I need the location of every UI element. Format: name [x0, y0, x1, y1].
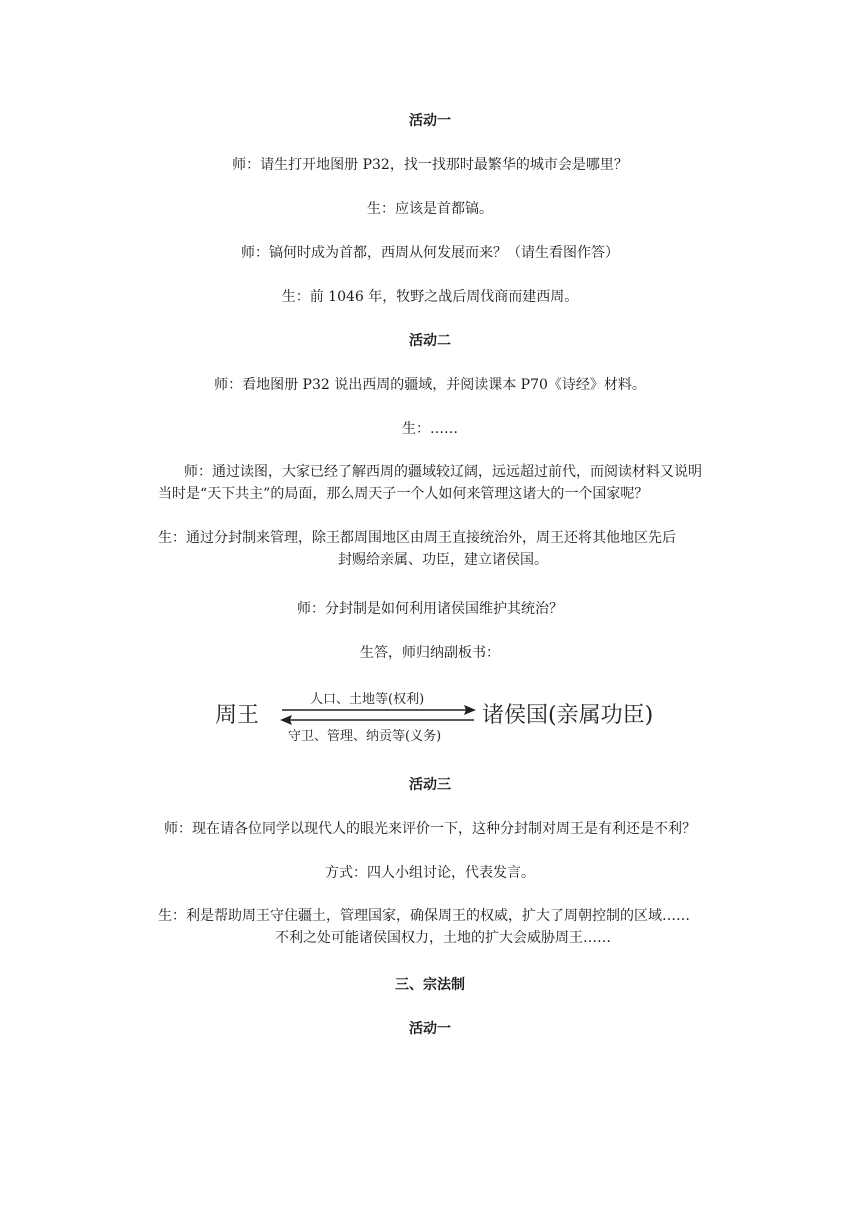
heading-activity-3: 活动三 — [409, 777, 451, 793]
text-line: 生答，师归纳副板书： — [360, 645, 500, 661]
text-line: 生：应该是首都镐。 — [367, 201, 493, 217]
diagram-left-label: 周王 — [215, 703, 260, 728]
text-line: 师：分封制是如何利用诸侯国维护其统治？ — [297, 601, 563, 617]
diagram-top-label: 人口、土地等(权利) — [310, 692, 425, 707]
text-line: 师：通过读图，大家已经了解西周的疆域较辽阔，远远超过前代，而阅读材料又说明 — [184, 464, 702, 480]
text-line: 生：…… — [402, 421, 458, 437]
text-line: 方式：四人小组讨论，代表发言。 — [325, 865, 535, 881]
heading-activity-2: 活动二 — [409, 333, 451, 349]
paragraph-teacher-question — [158, 461, 728, 505]
text-line: 师：镐何时成为首都，西周从何发展而来？（请生看图作答） — [241, 245, 619, 261]
paragraph-student-evaluation — [158, 905, 728, 949]
text-line: 生：通过分封制来管理，除王都周围地区由周王直接统治外，周王还将其他地区先后 — [158, 530, 676, 546]
diagram-bottom-label: 守卫、管理、纳贡等(义务) — [288, 729, 442, 744]
text-line: 封赐给亲属、功臣，建立诸侯国。 — [338, 552, 548, 568]
text-line: 当时是“天下共主”的局面，那么周天子一个人如何来管理这诸大的一个国家呢？ — [158, 486, 649, 502]
text-line: 师：请生打开地图册 P32，找一找那时最繁华的城市会是哪里？ — [232, 157, 628, 173]
text-line: 师：看地图册 P32 说出西周的疆域，并阅读课本 P70《诗经》材料。 — [214, 377, 646, 393]
paragraph-student-answer — [158, 527, 728, 571]
text-line: 生：利是帮助周王守住疆土，管理国家，确保周王的权威，扩大了周朝控制的区域…… — [158, 908, 690, 924]
heading-activity-1: 活动一 — [409, 113, 451, 129]
section-heading-clan-system: 三、宗法制 — [395, 977, 465, 993]
text-line: 不利之处可能诸侯国权力，土地的扩大会威胁周王…… — [275, 930, 611, 946]
text-line: 师：现在请各位同学以现代人的眼光来评价一下，这种分封制对周王是有利还是不利？ — [164, 821, 696, 837]
diagram-right-label: 诸侯国(亲属功臣) — [482, 703, 654, 728]
heading-activity-1b: 活动一 — [409, 1021, 451, 1037]
text-line: 生：前 1046 年，牧野之战后周伐商而建西周。 — [281, 289, 579, 305]
enfeoffment-diagram — [210, 680, 690, 744]
